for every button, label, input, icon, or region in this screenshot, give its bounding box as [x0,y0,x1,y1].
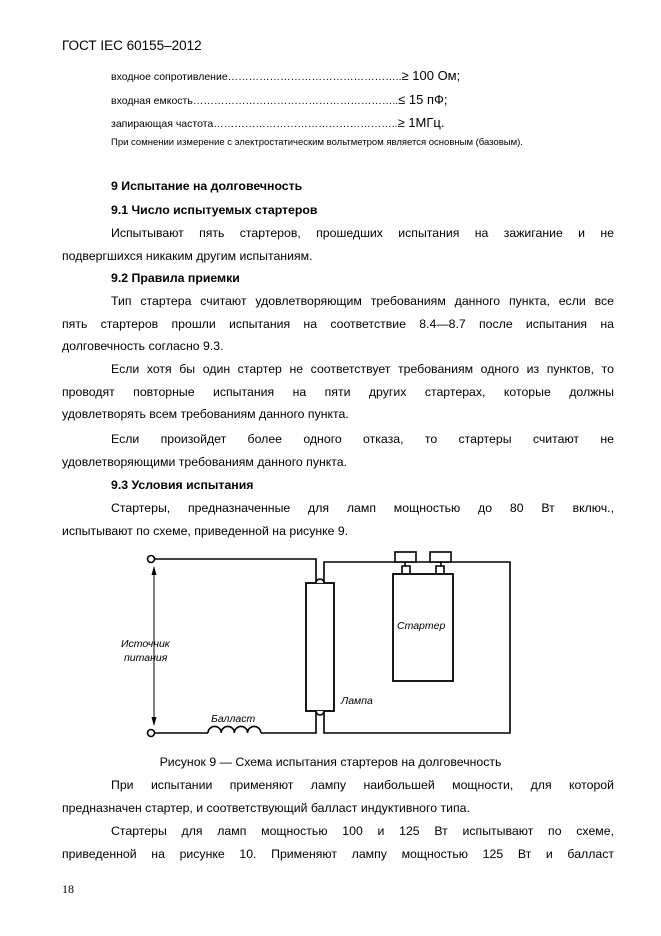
text-line: Испытывают пять стартеров, прошедших испытания на зажигание и не [111,226,614,240]
leader-dots: …………………………………………….. [213,118,398,130]
text-line: удовлетворять всем требованиям данного пункта. [62,407,349,421]
starter-neck-left [402,566,410,574]
limit-value: ≥ 1МГц. [397,115,445,130]
limit-label: запирающая частота [111,118,214,130]
measurement-note: При сомнении измерение с электростатическим вольтметром является основным (базовым). [111,137,523,148]
leader-dots: ………………………………………….. [227,71,402,83]
text-line: предназначен стартер, и соответствующий балласт индуктивного типа. [62,800,470,815]
paragraph-after-1 [62,774,614,819]
source-terminal-bottom [148,730,155,737]
section-9-1-title: 9.1 Число испытуемых стартеров [111,203,318,217]
lamp-body [306,583,334,711]
source-label-2: питания [124,652,168,664]
text-line: пять стартеров прошли испытания на соответствие 8.4—8.7 после испытания на [62,316,614,331]
text-line: Если хотя бы один стартер не соответствует требованиям одного из пунктов, то [111,362,614,376]
wire-ballast-lamp [261,711,316,733]
paragraph-after-2 [62,820,614,865]
lamp-pin-bottom [316,711,324,715]
text-line: испытывают по схеме, приведенной на рисунке 9. [62,523,349,538]
starter-terminal-right [430,552,451,562]
section-9-3-title: 9.3 Условия испытания [111,478,254,492]
arrow-down [152,717,157,726]
section-9-title: 9 Испытание на долговечность [111,179,303,193]
section-9-2-title: 9.2 Правила приемки [111,271,240,285]
lamp-pin-top [316,579,324,583]
starter-neck-right [436,566,444,574]
ballast-coil [208,726,261,733]
text-line: Тип стартера считают удовлетворяющим требованиям данного пункта, если все [111,294,614,308]
text-line: подвергшихся никаким другим испытаниям. [62,248,313,263]
arrow-up [152,566,157,575]
document-header: ГОСТ IEC 60155–2012 [62,38,202,53]
starter-terminal-left [395,552,416,562]
text-line: Если произойдет более одного отказа, то стартеры считают не [111,432,614,446]
text-line: При испытании применяют лампу наибольшей мощности, для которой [111,778,614,792]
limit-value: ≥ 100 Ом; [401,68,461,83]
text-line: долговечность согласно 9.3. [62,339,224,353]
leader-dots: ………………………………………………….. [192,95,399,107]
lamp-label: Лампа [341,695,373,707]
text-line: Стартеры для ламп мощностью 100 и 125 Вт испытывают по схеме, [111,824,614,838]
wire-top-left [154,559,316,583]
limit-label: входная емкость [111,95,193,107]
source-label-1: Источник [121,638,170,650]
text-line: проводят повторные испытания на пяти других стартерах, которые должны [62,384,614,399]
source-terminal-top [148,556,155,563]
text-line: Стартеры, предназначенные для ламп мощностью до 80 Вт включ., [111,501,614,515]
limit-value: ≤ 15 пФ; [398,92,448,107]
ballast-label: Балласт [211,713,256,725]
text-line: приведенной на рисунке 10. Применяют лампу мощностью 125 Вт и балласт [62,846,614,861]
figure-caption: Рисунок 9 — Схема испытания стартеров на долговечность [159,755,502,769]
starter-label: Стартер [397,620,446,632]
text-line: удовлетворяющими требованиям данного пункта. [62,454,348,469]
limit-label: входное сопротивление [111,71,228,83]
page-number: 18 [62,882,74,896]
